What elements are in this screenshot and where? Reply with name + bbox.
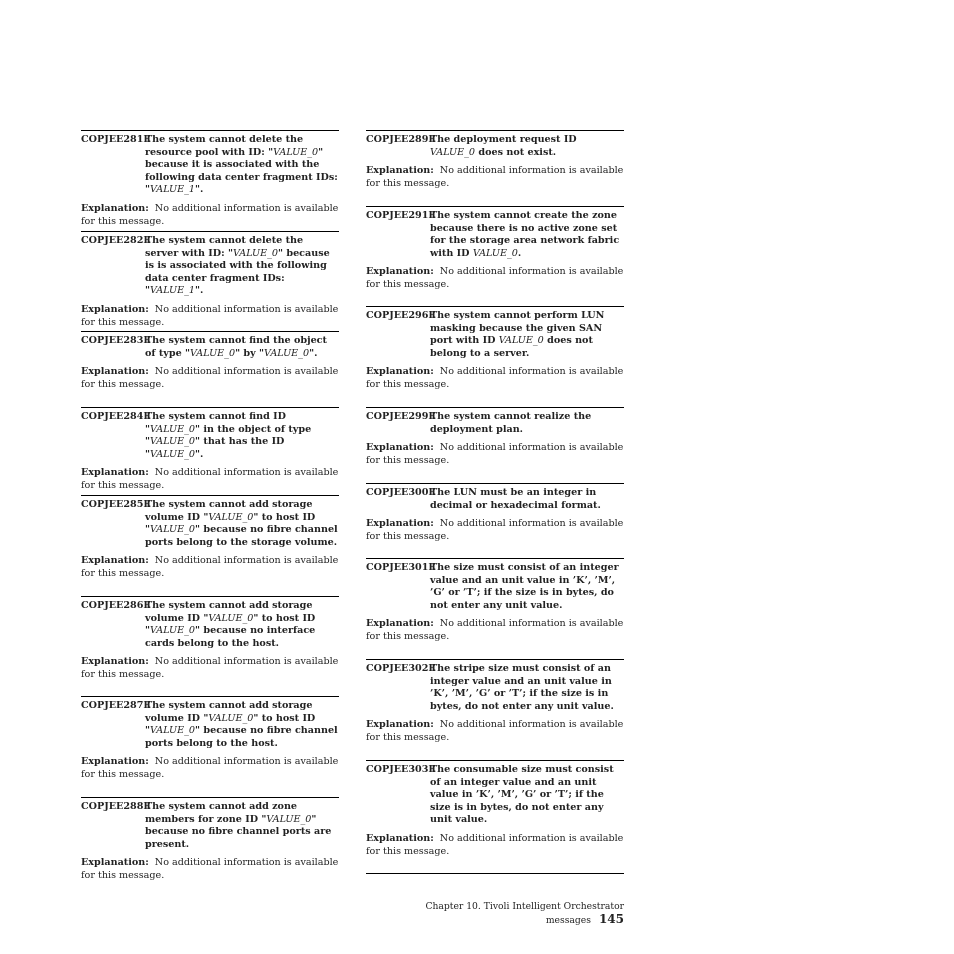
message-code: COPJEE282E	[81, 235, 151, 246]
message-text-segment: " to host ID "	[145, 511, 316, 536]
message-text-segment: The system cannot find ID "	[145, 411, 286, 435]
explanation	[81, 304, 339, 329]
message-variable: VALUE_0	[150, 423, 196, 435]
message-text	[145, 600, 339, 650]
message-text	[145, 801, 339, 851]
explanation	[81, 656, 339, 681]
message-header	[81, 131, 339, 197]
message-variable: VALUE_0	[498, 335, 544, 347]
explanation-text: No additional information is available for this message.	[366, 442, 624, 466]
explanation-text: No additional information is available for this message.	[81, 756, 339, 780]
message-text-segment: ".	[195, 184, 204, 196]
message-text-segment: does not belong to a server.	[430, 335, 593, 359]
column-end-rule	[366, 873, 624, 874]
message-code: COPJEE300E	[366, 487, 436, 498]
message-text-segment: .	[517, 247, 522, 259]
message-text-segment: " in the object of type "	[145, 423, 312, 448]
message-code: COPJEE285E	[81, 499, 151, 510]
message-text-segment: The size must consist of an integer value and an unit value in ’K’, ’M’, ’G’ or ’T’; if the size is in bytes, do not enter any unit value.	[430, 562, 619, 611]
message-entry	[81, 231, 339, 329]
message-variable: VALUE_0	[190, 347, 236, 359]
message-code: COPJEE299E	[366, 411, 436, 422]
message-variable: VALUE_0	[264, 347, 310, 359]
message-variable: VALUE_0	[150, 524, 196, 536]
message-text-segment: The system cannot find the object of type "	[145, 335, 327, 359]
message-text	[145, 411, 339, 461]
explanation-label: Explanation:	[366, 618, 434, 630]
message-entry	[81, 495, 339, 581]
explanation	[81, 203, 339, 228]
message-code: COPJEE283E	[81, 335, 151, 346]
message-text-segment: " to host ID "	[145, 612, 316, 637]
message-text	[430, 210, 624, 260]
explanation-text: No additional information is available for this message.	[81, 555, 339, 579]
message-code: COPJEE286E	[81, 600, 151, 611]
message-entry	[81, 797, 339, 883]
message-variable: VALUE_0	[150, 436, 196, 448]
explanation	[81, 467, 339, 492]
message-text-segment: " to host ID "	[145, 712, 316, 737]
message-text-segment: " because no fibre channel ports belong to the host.	[145, 725, 338, 749]
message-text	[430, 134, 624, 159]
explanation-text: No additional information is available for this message.	[366, 366, 624, 390]
explanation-text: No additional information is available for this message.	[366, 719, 624, 743]
message-text-segment: The system cannot realize the deployment plan.	[430, 411, 592, 435]
message-variable: VALUE_0	[232, 247, 279, 259]
explanation-text: No additional information is available for this message.	[81, 303, 339, 328]
explanation	[366, 833, 624, 858]
explanation	[366, 719, 624, 744]
explanation-text: No additional information is available for this message.	[366, 165, 624, 189]
message-text-segment: " because no fibre channel ports are present.	[145, 813, 332, 850]
message-text-segment: The LUN must be an integer in decimal or hexadecimal format.	[430, 487, 601, 511]
explanation-label: Explanation:	[366, 719, 434, 731]
message-entry	[81, 596, 339, 682]
message-text-segment: The deployment request ID	[430, 134, 577, 145]
message-text-segment: " by "	[235, 347, 265, 359]
explanation-text: No additional information is available for this message.	[366, 618, 624, 642]
explanation	[366, 442, 624, 467]
message-variable: VALUE_0	[430, 146, 476, 158]
message-text-segment: ".	[195, 285, 204, 297]
explanation-label: Explanation:	[81, 555, 149, 567]
explanation-label: Explanation:	[81, 366, 149, 378]
message-code: COPJEE287E	[81, 700, 151, 711]
explanation-text: No additional information is available for this message.	[366, 832, 624, 857]
message-variable: VALUE_0	[208, 612, 254, 624]
explanation-text: No additional information is available for this message.	[81, 467, 339, 491]
message-header	[366, 408, 624, 436]
message-text-segment: does not exist.	[475, 146, 557, 158]
message-text-segment: The system cannot add zone members for zone ID "	[145, 801, 298, 825]
explanation-label: Explanation:	[81, 202, 149, 214]
explanation-text: No additional information is available for this message.	[81, 857, 339, 881]
message-text-segment: The stripe size must consist of an integer value and an unit value in ’K’, ’M’, ’G’ or ’T’; if the size is in bytes, do not enter any unit value.	[430, 663, 614, 712]
message-header	[81, 697, 339, 750]
message-text	[430, 411, 624, 436]
message-header	[81, 232, 339, 298]
explanation	[366, 366, 624, 391]
message-header	[81, 798, 339, 851]
page-number: 145	[598, 912, 624, 926]
message-variable: VALUE_0	[273, 146, 319, 158]
message-entry	[366, 558, 624, 644]
message-entry	[366, 659, 624, 745]
message-entry	[366, 306, 624, 392]
explanation-label: Explanation:	[81, 303, 149, 315]
explanation	[366, 618, 624, 643]
message-text-segment: The system cannot add storage volume ID "	[145, 499, 313, 523]
message-header	[366, 131, 624, 159]
message-text	[430, 487, 624, 512]
page-footer	[366, 901, 624, 926]
explanation-label: Explanation:	[366, 832, 434, 844]
message-variable: VALUE_0	[150, 625, 196, 637]
message-code: COPJEE284E	[81, 411, 151, 422]
message-text-segment: The system cannot create the zone because there is no active zone set for the storage area network fabric with ID	[430, 210, 620, 259]
message-text-segment: The system cannot add storage volume ID "	[145, 700, 313, 724]
explanation-text: No additional information is available for this message.	[366, 518, 624, 542]
explanation	[366, 518, 624, 543]
message-code: COPJEE303E	[366, 764, 436, 775]
message-text-segment: The system cannot add storage volume ID "	[145, 600, 313, 624]
explanation	[81, 555, 339, 580]
message-variable: VALUE_0	[266, 813, 312, 825]
explanation-text: No additional information is available for this message.	[366, 266, 624, 290]
message-variable: VALUE_0	[472, 247, 518, 259]
message-entry	[366, 130, 624, 190]
message-code: COPJEE291E	[366, 210, 436, 221]
message-code: COPJEE281E	[81, 134, 151, 145]
message-text	[145, 700, 339, 750]
message-variable: VALUE_0	[150, 725, 196, 737]
message-text-segment: " that has the ID "	[145, 436, 285, 460]
explanation-label: Explanation:	[366, 442, 434, 454]
message-text-segment: The system cannot perform LUN masking because the given SAN port with ID	[430, 310, 605, 347]
message-header	[81, 332, 339, 360]
message-header	[366, 307, 624, 360]
message-header	[366, 559, 624, 612]
message-entry	[366, 483, 624, 543]
explanation-text: No additional information is available for this message.	[81, 656, 339, 680]
message-text	[430, 764, 624, 827]
message-header	[366, 660, 624, 713]
message-text-segment: The consumable size must consist of an integer value and an unit value in ’K’, ’M’, ’G’ or ’T’; if the size is in bytes, do not enter any unit value.	[430, 764, 614, 826]
message-text-segment: " because no fibre channel ports belong to the storage volume.	[145, 524, 338, 548]
message-text	[145, 134, 339, 197]
message-entry	[366, 407, 624, 467]
message-variable: VALUE_0	[150, 448, 196, 460]
message-text	[145, 235, 339, 298]
explanation-label: Explanation:	[366, 366, 434, 378]
message-text-segment: The system cannot delete the server with ID: "	[145, 235, 304, 259]
message-entry	[81, 130, 339, 228]
explanation	[366, 266, 624, 291]
message-text	[145, 335, 339, 360]
message-header	[366, 484, 624, 512]
message-variable: VALUE_0	[208, 511, 254, 523]
explanation-label: Explanation:	[366, 165, 434, 177]
explanation	[81, 756, 339, 781]
message-entry	[81, 407, 339, 493]
message-text-segment: " because no interface cards belong to the host.	[145, 625, 316, 649]
explanation	[81, 366, 339, 391]
explanation-text: No additional information is available for this message.	[81, 202, 339, 227]
message-text	[145, 499, 339, 549]
message-text-segment: ".	[195, 448, 204, 460]
message-header	[81, 496, 339, 549]
footer-chapter-title: Chapter 10. Tivoli Intelligent Orchestrator messages	[425, 901, 624, 926]
message-entry	[366, 760, 624, 858]
explanation-label: Explanation:	[81, 857, 149, 869]
message-entry	[81, 331, 339, 391]
explanation-label: Explanation:	[366, 518, 434, 530]
message-code: COPJEE302E	[366, 663, 436, 674]
message-header	[81, 408, 339, 461]
message-variable: VALUE_1	[150, 285, 196, 297]
explanation-label: Explanation:	[81, 756, 149, 768]
message-code: COPJEE296E	[366, 310, 436, 321]
message-code: COPJEE289E	[366, 134, 436, 145]
explanation	[366, 165, 624, 190]
message-text-segment: " because it is associated with the following data center fragment IDs: "	[145, 146, 338, 196]
message-code: COPJEE288E	[81, 801, 151, 812]
message-code: COPJEE301E	[366, 562, 436, 573]
message-text-segment: " because is is associated with the following data center fragment IDs: "	[145, 247, 330, 297]
message-entry	[366, 206, 624, 292]
message-entry	[81, 696, 339, 782]
explanation-text: No additional information is available for this message.	[81, 366, 339, 390]
explanation-label: Explanation:	[81, 656, 149, 668]
message-text	[430, 663, 624, 713]
message-header	[366, 207, 624, 260]
message-header	[81, 597, 339, 650]
message-text	[430, 310, 624, 360]
message-variable: VALUE_1	[150, 184, 196, 196]
message-variable: VALUE_0	[208, 712, 254, 724]
explanation-label: Explanation:	[366, 266, 434, 278]
message-text-segment: ".	[309, 347, 318, 359]
explanation	[81, 857, 339, 882]
message-text	[430, 562, 624, 612]
message-header	[366, 761, 624, 827]
explanation-label: Explanation:	[81, 467, 149, 479]
message-text-segment: The system cannot delete the resource pool with ID: "	[145, 134, 304, 158]
